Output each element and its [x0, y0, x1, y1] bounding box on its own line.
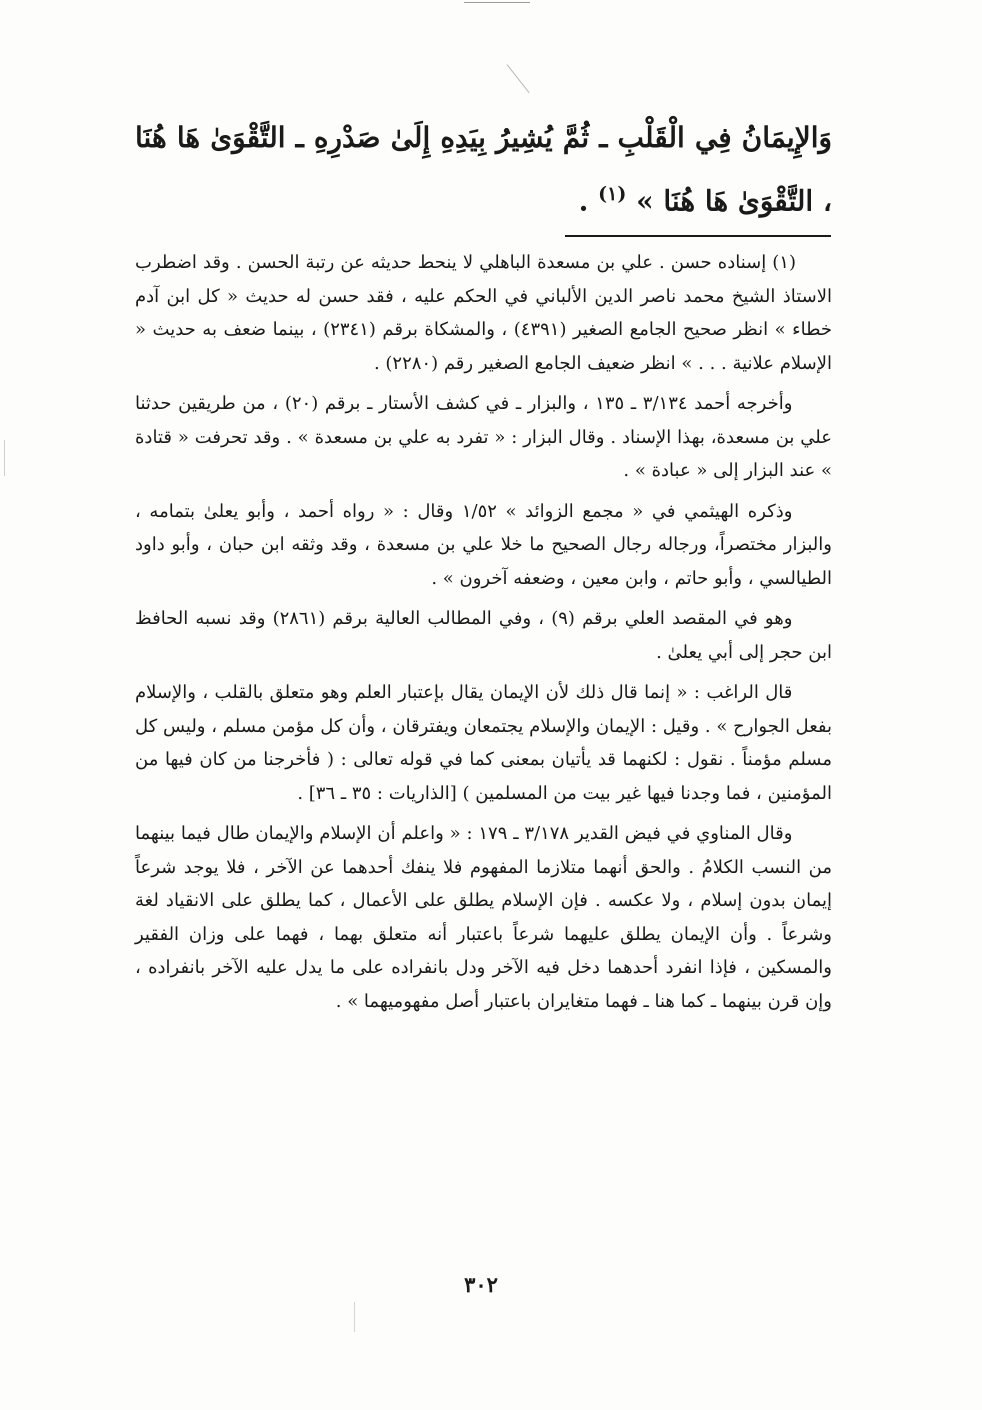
scan-edge-mark: [4, 440, 5, 476]
footnote-separator: [565, 235, 831, 237]
footnote-reference: (١): [598, 183, 627, 205]
footnote-paragraph: (١) إسناده حسن . علي بن مسعدة الباهلي لا ينحط حديثه عن رتبة الحسن . وقد اضطرب الاستاذ الشيخ محمد ناصر الدين الألباني في الحكم عليه ، فقد حسن له حديث « كل ابن آدم خطاء » انظر صحيح الجامع الصغير (٤٣٩١) ، والمشكاة برقم (٢٣٤١) ، بينما ضعف به حديث « الإسلام علانية . . . » انظر ضعيف الجامع الصغير رقم (٢٢٨٠) .: [135, 252, 832, 374]
main-text-block: [135, 110, 832, 229]
scan-top-line: [464, 2, 530, 3]
footnote-paragraph: وقال المناوي في فيض القدير ٣/١٧٨ ـ ١٧٩ : « واعلم أن الإسلام والإيمان طال فيما بينهما من النسب الكلامُ . والحق أنهما متلازما المفهوم فلا ينفك أحدهما عن الآخر ، فلا يوجد شرعاً إيمان بدون إسلام ، ولا عكسه . فإن الإسلام يطلق على الأعمال ، كما يطلق على الانقياد لغة وشرعاً . وأن الإيمان يطلق عليهما شرعاً باعتبار أنه متعلق بهما ، فهما على وزان الفقير والمسكين ، فإذا انفرد أحدهما دخل فيه الآخر ودل بانفراده على ما يدل عليه الآخر بانفراده ، وإن قرن بينهما ـ كما هنا ـ فهما متغايران باعتبار أصل مفهوميهما » .: [135, 823, 832, 1012]
footnote-paragraph: وذكره الهيثمي في « مجمع الزوائد » ١/٥٢ وقال : « رواه أحمد ، وأبو يعلىٰ بتمامه ، والبزار مختصراً، ورجاله رجال الصحيح ما خلا علي بن مسعدة ، وقد وثقه ابن حبان ، وأبو داود الطيالسي ، وأبو حاتم ، وابن معين ، وضعفه آخرون » .: [135, 500, 832, 589]
scan-artifact: [507, 64, 530, 93]
footnote-paragraph: وأخرجه أحمد ٣/١٣٤ ـ ١٣٥ ، والبزار ـ في كشف الأستار ـ برقم (٢٠) ، من طريقين حدثنا علي بن مسعدة، بهذا الإسناد . وقال البزار : « تفرد به علي بن مسعدة » . وقد تحرفت « قتادة » عند البزار إلى « عبادة » .: [135, 393, 832, 481]
footnote-paragraph: قال الراغب : « إنما قال ذلك لأن الإيمان يقال بإعتبار العلم وهو متعلق بالقلب ، والإسلام بفعل الجوارح » . وقيل : الإيمان والإسلام يجتمعان ويفترقان ، وأن كل مؤمن مسلم ، وليس كل مسلم مؤمناً . نقول : لكنهما قد يأتيان بمعنى كما في قوله تعالى : ( فأخرجنا من كان فيها من المؤمنين ، فما وجدنا فيها غير بيت من المسلمين ) [الذاريات : ٣٥ ـ ٣٦] .: [135, 682, 832, 804]
scan-bottom-mark: [354, 1302, 355, 1332]
hadith-body: وَالإِيمَانُ فِي الْقَلْبِ ـ ثُمَّ يُشِيرُ بِيَدِهِ إِلَىٰ صَدْرِهِ ـ التَّقْوَىٰ هَا هُنَا ، التَّقْوَىٰ هَا هُنَا »: [135, 121, 832, 218]
footnotes-block: [135, 246, 832, 1025]
page-number: ٣٠٢: [464, 1272, 498, 1297]
hadith-text: [135, 110, 832, 229]
hadith-end: .: [578, 184, 599, 218]
footnote-paragraph: وهو في المقصد العلي برقم (٩) ، وفي المطالب العالية برقم (٢٨٦١) وقد نسبه الحافظ ابن حجر إلى أبي يعلىٰ .: [135, 608, 832, 663]
